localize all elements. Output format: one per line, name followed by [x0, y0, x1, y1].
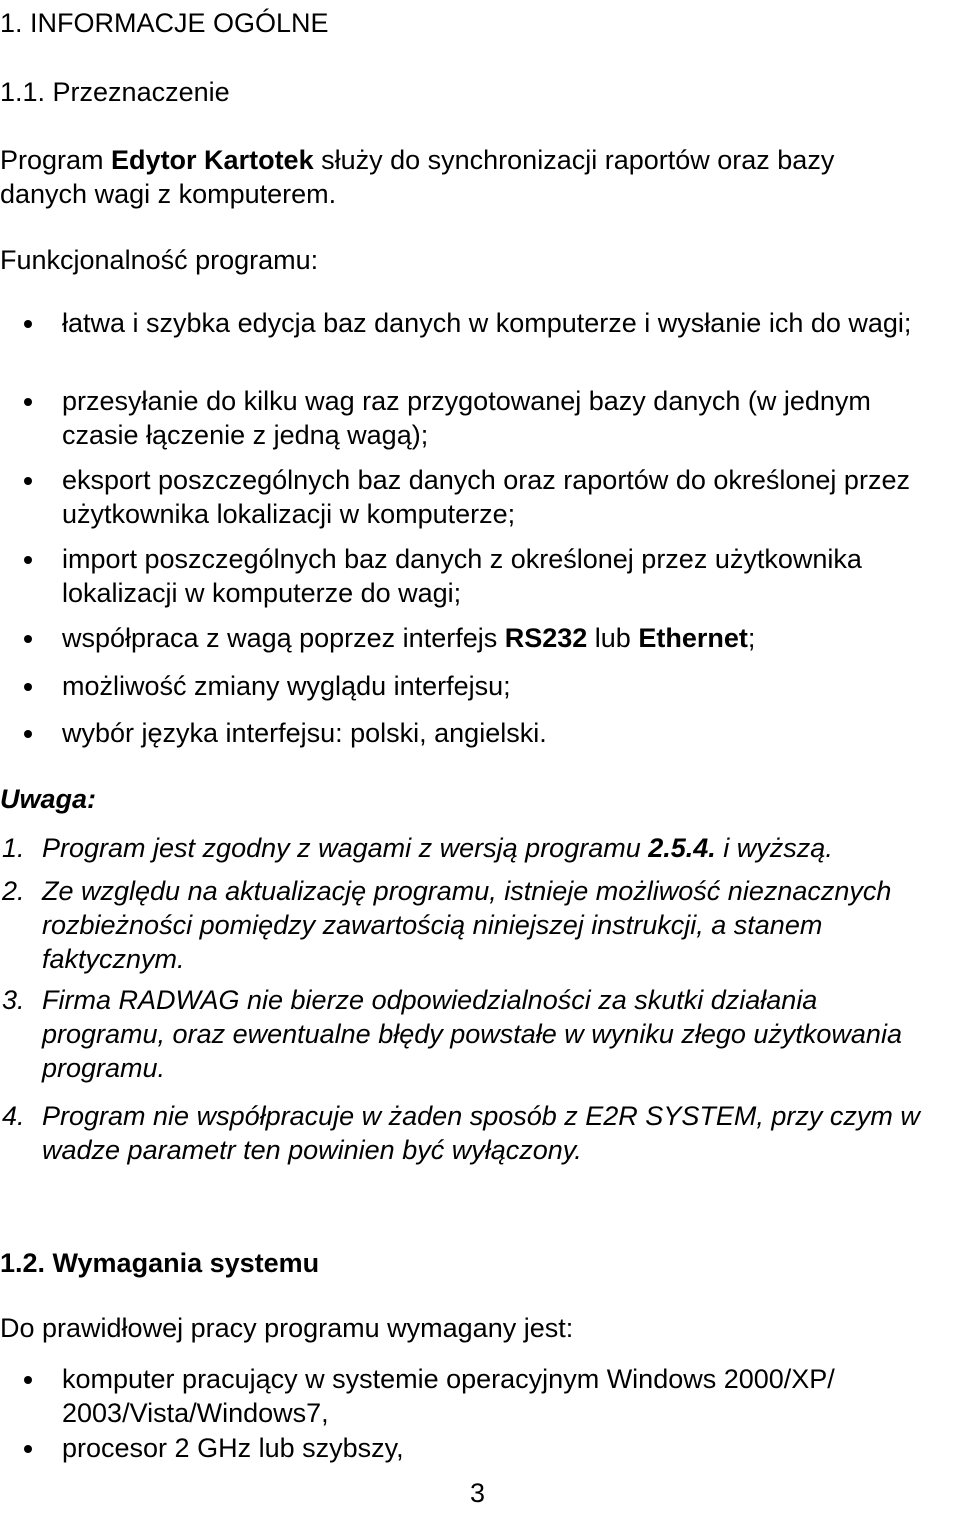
bullet-icon	[24, 1376, 32, 1384]
list-item: komputer pracujący w systemie operacyjnym Windows 2000/XP/ 2003/Vista/Windows7,	[0, 1362, 900, 1430]
program-name: Edytor Kartotek	[111, 145, 314, 175]
page-number: 3	[470, 1478, 486, 1508]
bullet-icon	[24, 320, 32, 328]
list-item: łatwa i szybka edycja baz danych w komputerze i wysłanie ich do wagi;	[0, 306, 900, 340]
functions-label: Funkcjonalność programu:	[0, 245, 319, 275]
bullet-icon	[24, 477, 32, 485]
note-item: 2. Ze względu na aktualizację programu, istnieje możliwość nieznacznych rozbieżności pomiędzy zawartością niniejszej instrukcji, a stanem faktycznym.	[2, 876, 892, 974]
bullet-icon	[24, 730, 32, 738]
bullet-icon	[24, 683, 32, 691]
list-item: współpraca z wagą poprzez interfejs RS232 lub Ethernet;	[0, 621, 900, 655]
bullet-icon	[24, 1445, 32, 1453]
note-label: Uwaga:	[0, 784, 97, 814]
bullet-icon	[24, 635, 32, 643]
note-item: 4. Program nie współpracuje w żaden sposób z E2R SYSTEM, przy czym w wadze parametr ten powinien być wyłączony.	[2, 1101, 920, 1165]
bullet-icon	[24, 398, 32, 406]
requirements-intro: Do prawidłowej pracy programu wymagany jest:	[0, 1313, 574, 1343]
chapter-heading: 1. INFORMACJE OGÓLNE	[0, 8, 329, 38]
list-item: eksport poszczególnych baz danych oraz raportów do określonej przez użytkownika lokalizacji w komputerze;	[0, 463, 900, 531]
bullet-icon	[24, 556, 32, 564]
note-item: 3. Firma RADWAG nie bierze odpowiedzialności za skutki działania programu, oraz ewentualne błędy powstałe w wyniku złego użytkowania programu.	[2, 985, 902, 1083]
list-item: procesor 2 GHz lub szybszy,	[0, 1431, 900, 1465]
section-heading-purpose: 1.1. Przeznaczenie	[0, 77, 230, 107]
list-item: możliwość zmiany wyglądu interfejsu;	[0, 669, 900, 703]
section-heading-requirements: 1.2. Wymagania systemu	[0, 1248, 320, 1278]
list-item: wybór języka interfejsu: polski, angielski.	[0, 716, 900, 750]
note-item: 1. Program jest zgodny z wagami z wersją programu 2.5.4. i wyższą.	[2, 833, 833, 863]
list-item: import poszczególnych baz danych z określonej przez użytkownika lokalizacji w komputerze do wagi;	[0, 542, 900, 610]
purpose-intro: Program Edytor Kartotek służy do synchronizacji raportów oraz bazy danych wagi z komputerem.	[0, 145, 835, 209]
list-item: przesyłanie do kilku wag raz przygotowanej bazy danych (w jednym czasie łączenie z jedną wagą);	[0, 384, 900, 452]
